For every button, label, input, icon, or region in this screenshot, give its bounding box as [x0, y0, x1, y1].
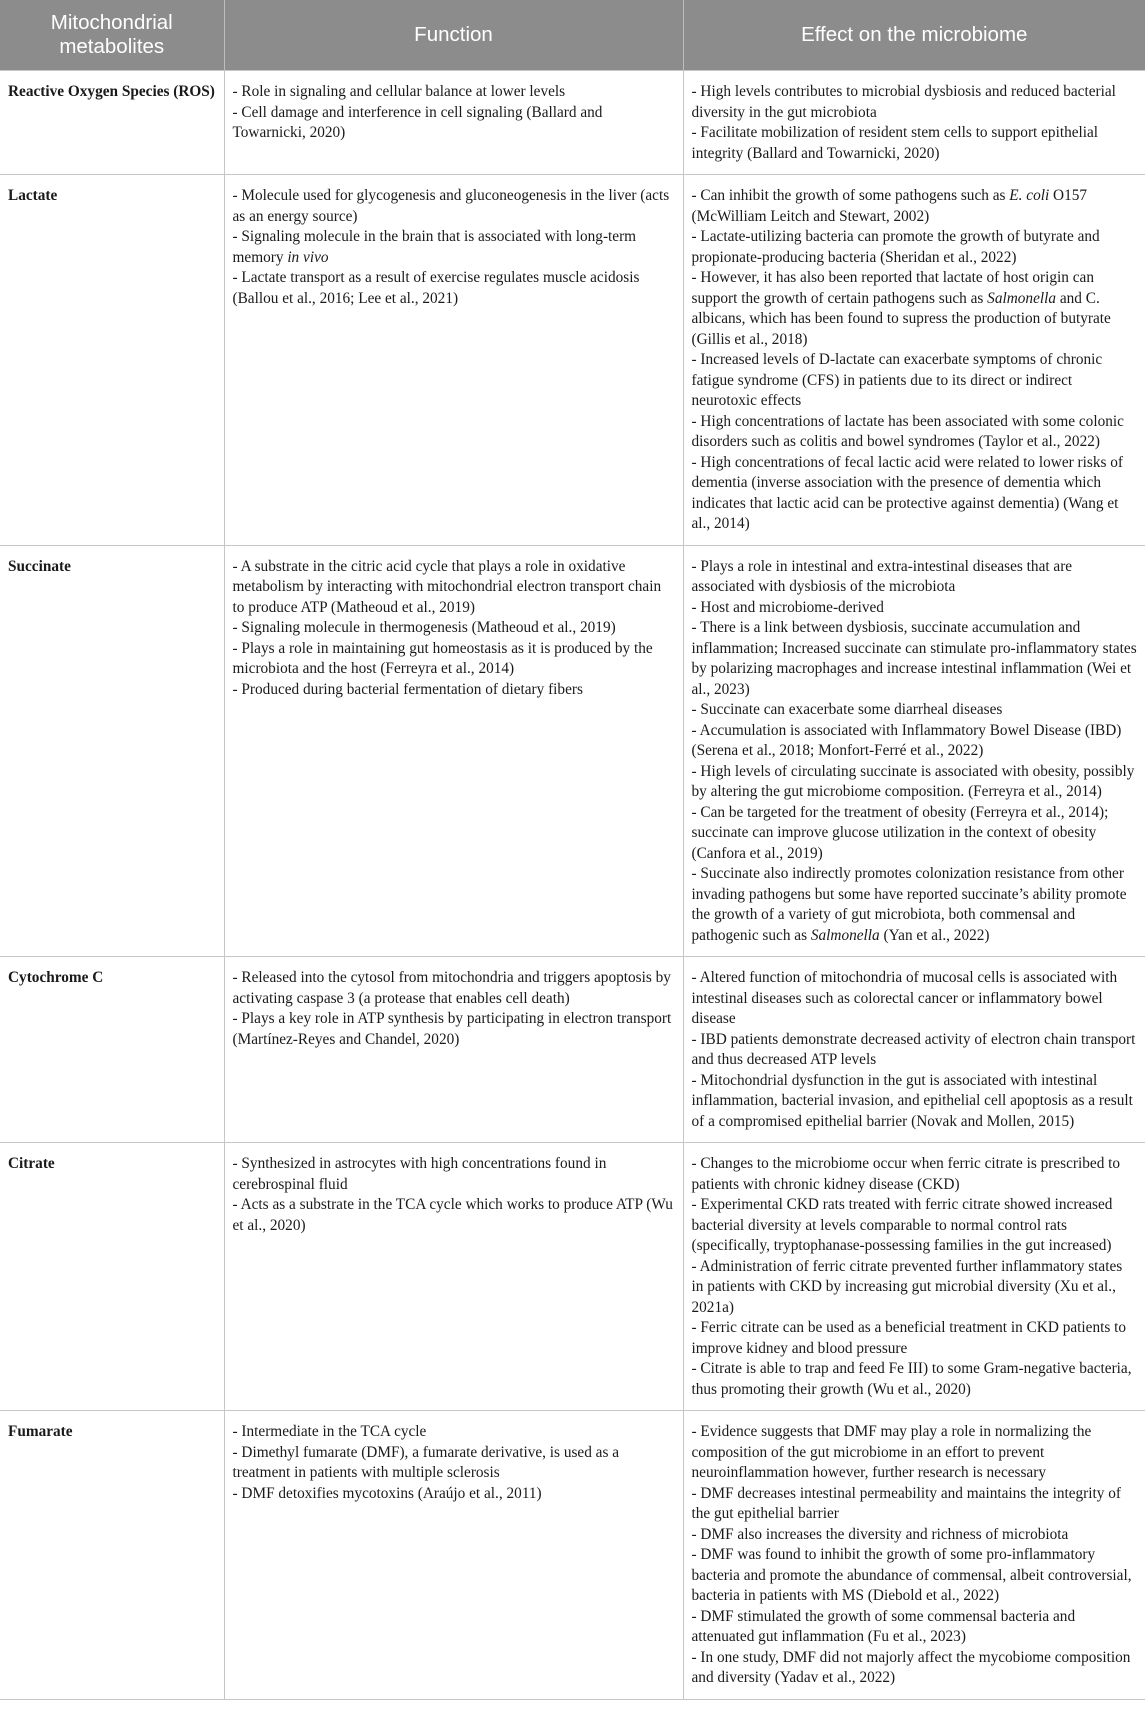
effect-cell — [683, 1411, 1145, 1700]
effect-cell — [683, 175, 1145, 546]
effect-line: - Accumulation is associated with Inflammatory Bowel Disease (IBD) (Serena et al., 2018; Monfort-Ferré et al., 2022) — [691, 721, 1122, 759]
function-line: - Role in signaling and cellular balance at lower levels — [232, 83, 566, 100]
effect-cell — [683, 957, 1145, 1143]
function-line: - Synthesized in astrocytes with high concentrations found in cerebrospinal fluid — [232, 1155, 607, 1193]
effect-line: - Changes to the microbiome occur when ferric citrate is prescribed to patients with chronic kidney disease (CKD) — [691, 1155, 1121, 1193]
effect-line: - DMF was found to inhibit the growth of some pro-inflammatory bacteria and promote the abundance of commensal, albeit controversial, bacteria in patients with MS (Diebold et al., 2022) — [691, 1546, 1132, 1604]
table-row — [0, 957, 1145, 1143]
metabolite-name: Lactate — [0, 175, 224, 546]
effect-line: - Evidence suggests that DMF may play a role in normalizing the composition of the gut microbiome in an effort to prevent neuroinflammation however, further research is necessary — [691, 1423, 1092, 1481]
function-line: - Intermediate in the TCA cycle — [232, 1423, 427, 1440]
effect-cell — [683, 71, 1145, 175]
effect-line: - Facilitate mobilization of resident stem cells to support epithelial integrity (Ballard and Towarnicki, 2020) — [691, 124, 1099, 162]
effect-cell — [683, 1143, 1145, 1411]
function-line: - Dimethyl fumarate (DMF), a fumarate derivative, is used as a treatment in patients with multiple sclerosis — [232, 1443, 620, 1481]
effect-line: - Citrate is able to trap and feed Fe III) to some Gram-negative bacteria, thus promoting their growth (Wu et al., 2020) — [691, 1360, 1132, 1398]
effect-line: - Lactate-utilizing bacteria can promote the growth of butyrate and propionate-producing bacteria (Sheridan et al., 2022) — [691, 228, 1100, 266]
function-line: - Molecule used for glycogenesis and gluconeogenesis in the liver (acts as an energy source) — [232, 187, 670, 225]
table-body — [0, 71, 1145, 1700]
effect-line: - High concentrations of fecal lactic acid were related to lower risks of dementia (inverse association with the presence of dementia which indicates that lactic acid can be protective against dementia) (Wang et al., 2014) — [691, 453, 1124, 532]
function-line: - Lactate transport as a result of exercise regulates muscle acidosis (Ballou et al., 2016; Lee et al., 2021) — [232, 269, 640, 307]
function-cell — [224, 957, 683, 1143]
effect-line: - Can inhibit the growth of some pathogens such as E. coli O157 (McWilliam Leitch and Stewart, 2002) — [691, 187, 1088, 225]
header-function: Function — [224, 0, 683, 71]
function-line: - Cell damage and interference in cell signaling (Ballard and Towarnicki, 2020) — [232, 103, 603, 141]
table-row — [0, 1411, 1145, 1700]
function-cell — [224, 545, 683, 957]
header-row — [0, 0, 1145, 71]
effect-line: - Can be targeted for the treatment of obesity (Ferreyra et al., 2014); succinate can improve glucose utilization in the context of obesity (Canfora et al., 2019) — [691, 803, 1109, 862]
function-cell — [224, 1143, 683, 1411]
effect-cell — [683, 545, 1145, 957]
table-row — [0, 175, 1145, 546]
metabolite-name: Fumarate — [0, 1411, 224, 1700]
table-row — [0, 1143, 1145, 1411]
effect-line: - High concentrations of lactate has been associated with some colonic disorders such as colitis and bowel syndromes (Taylor et al., 2022) — [691, 412, 1124, 450]
effect-line: - There is a link between dysbiosis, succinate accumulation and inflammation; Increased succinate can stimulate pro-inflammatory states by polarizing macrophages and increase intestinal inflammation (Wei et al., 2023) — [691, 619, 1137, 698]
function-cell — [224, 1411, 683, 1700]
function-line: - Plays a key role in ATP synthesis by participating in electron transport (Martínez-Reyes and Chandel, 2020) — [232, 1010, 672, 1048]
effect-line: - DMF also increases the diversity and richness of microbiota — [691, 1525, 1069, 1543]
function-line: - Produced during bacterial fermentation of dietary fibers — [232, 680, 583, 698]
function-cell — [224, 175, 683, 546]
table-row — [0, 545, 1145, 957]
effect-line: - DMF decreases intestinal permeability and maintains the integrity of the gut epithelial barrier — [691, 1484, 1121, 1522]
function-line: - Signaling molecule in the brain that is associated with long-term memory in vivo — [232, 228, 637, 266]
effect-line: - Host and microbiome-derived — [691, 598, 884, 616]
function-cell — [224, 71, 683, 175]
effect-line: - Plays a role in intestinal and extra-intestinal diseases that are associated with dysbiosis of the microbiota — [691, 557, 1073, 595]
header-metabolite: Mitochondrial metabolites — [0, 0, 224, 71]
effect-line: - Mitochondrial dysfunction in the gut is associated with intestinal inflammation, bacterial invasion, and epithelial cell apoptosis as a result of a compromised epithelial barrier (Novak and Mollen, 2015) — [691, 1071, 1133, 1130]
metabolite-name: Reactive Oxygen Species (ROS) — [0, 71, 224, 175]
function-line: - Signaling molecule in thermogenesis (Matheoud et al., 2019) — [232, 619, 616, 636]
function-line: - A substrate in the citric acid cycle that plays a role in oxidative metabolism by interacting with mitochondrial electron transport chain to produce ATP (Matheoud et al., 2019) — [232, 557, 662, 616]
effect-line: - Administration of ferric citrate prevented further inflammatory states in patients with CKD by increasing gut microbial diversity (Xu et al., 2021a) — [691, 1257, 1123, 1316]
header-effect: Effect on the microbiome — [683, 0, 1145, 71]
function-line: - DMF detoxifies mycotoxins (Araújo et al., 2011) — [232, 1484, 542, 1502]
effect-line: - Succinate can exacerbate some diarrheal diseases — [691, 701, 1003, 718]
effect-line: - However, it has also been reported that lactate of host origin can support the growth of certain pathogens such as Salmonella and C. albicans, which has been found to supress the production of butyrate (Gillis et al., 2018) — [691, 269, 1111, 348]
table-header — [0, 0, 1145, 71]
function-line: - Plays a role in maintaining gut homeostasis as it is produced by the microbiota and the host (Ferreyra et al., 2014) — [232, 639, 653, 677]
metabolite-name: Succinate — [0, 545, 224, 957]
effect-line: - IBD patients demonstrate decreased activity of electron chain transport and thus decreased ATP levels — [691, 1030, 1136, 1068]
effect-line: - High levels of circulating succinate is associated with obesity, possibly by altering the gut microbiome composition. (Ferreyra et al., 2014) — [691, 762, 1135, 800]
effect-line: - Ferric citrate can be used as a beneficial treatment in CKD patients to improve kidney and blood pressure — [691, 1319, 1127, 1357]
effect-line: - Experimental CKD rats treated with ferric citrate showed increased bacterial diversity at levels comparable to normal control rats (specifically, tryptophanase-possessing families in the gut increased) — [691, 1196, 1113, 1254]
effect-line: - Altered function of mitochondria of mucosal cells is associated with intestinal diseases such as colorectal cancer or inflammatory bowel disease — [691, 969, 1118, 1027]
table-row — [0, 71, 1145, 175]
metabolite-name: Citrate — [0, 1143, 224, 1411]
effect-line: - In one study, DMF did not majorly affect the mycobiome composition and diversity (Yadav et al., 2022) — [691, 1648, 1131, 1686]
function-line: - Acts as a substrate in the TCA cycle which works to produce ATP (Wu et al., 2020) — [232, 1196, 673, 1234]
effect-line: - DMF stimulated the growth of some commensal bacteria and attenuated gut inflammation (Fu et al., 2023) — [691, 1607, 1076, 1645]
effect-line: - Succinate also indirectly promotes colonization resistance from other invading pathogens but some have reported succinate’s ability promote the growth of a variety of gut microbiota, both commensal and pathogenic such as Salmonella (Yan et al., 2022) — [691, 865, 1127, 944]
effect-line: - Increased levels of D-lactate can exacerbate symptoms of chronic fatigue syndrome (CFS) in patients due to its direct or indirect neurotoxic effects — [691, 351, 1103, 409]
function-line: - Released into the cytosol from mitochondria and triggers apoptosis by activating caspase 3 (a protease that enables cell death) — [232, 969, 671, 1007]
metabolite-name: Cytochrome C — [0, 957, 224, 1143]
effect-line: - High levels contributes to microbial dysbiosis and reduced bacterial diversity in the gut microbiota — [691, 83, 1116, 121]
